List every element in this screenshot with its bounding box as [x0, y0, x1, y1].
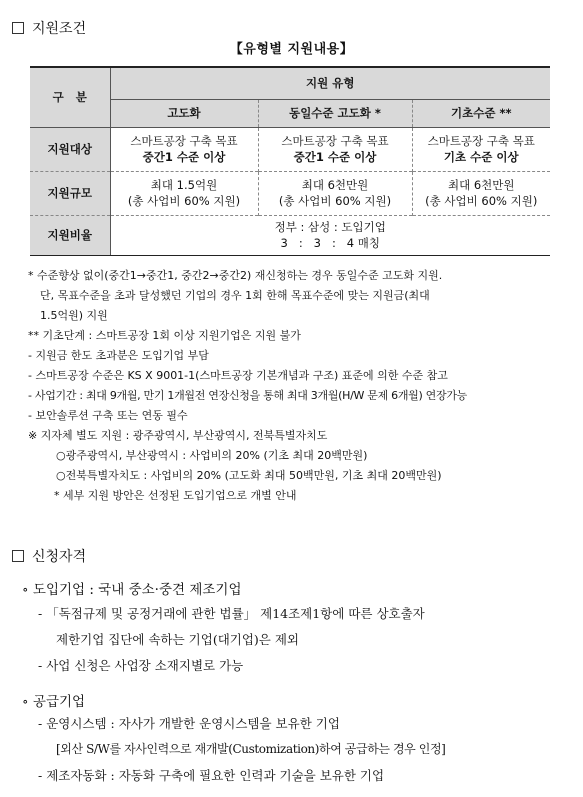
cell-scale-advanced: 최대 1.5억원 (총 사업비 60% 지원): [110, 171, 258, 215]
section-title: 신청자격: [32, 549, 87, 565]
note-line: * 세부 지원 방안은 선정된 도입기업으로 개별 안내: [54, 489, 297, 502]
supplier-item: [외산 S/W를 자사인력으로 재개발(Customization)하여 공급하는 경우 인정]: [56, 742, 446, 756]
note-line: - 보안솔루션 구축 또는 연동 필수: [28, 409, 188, 422]
adopter-item: - 「독점규제 및 공정거래에 관한 법률」 제14조제1항에 따른 상호출자: [38, 606, 425, 621]
supplier-item: - 운영시스템 : 자사가 개발한 운영시스템을 보유한 기업: [38, 716, 340, 731]
note-line: ○광주광역시, 부산광역시 : 사업비의 20% (기초 최대 20백만원): [56, 449, 368, 462]
note-line: 1.5억원) 지원: [40, 309, 108, 322]
note-line: * 수준향상 없이(중간1→중간1, 중간2→중간2) 재신청하는 경우 동일수준 고도화 지원.: [28, 269, 443, 282]
row-label-scale: 지원규모: [30, 171, 110, 215]
cell-target-same-level: 스마트공장 구축 목표 중간1 수준 이상: [258, 127, 412, 171]
header-category: 구 분: [30, 67, 110, 127]
header-support-type: 지원 유형: [110, 67, 550, 99]
note-line: ** 기초단계 : 스마트공장 1회 이상 지원기업은 지원 불가: [28, 329, 301, 342]
header-type-basic: 기초수준 **: [412, 99, 550, 127]
note-line: - 스마트공장 수준은 KS X 9001-1(스마트공장 기본개념과 구조) 표준에 의한 수준 참고: [28, 369, 448, 382]
supplier-item: - 제조자동화 : 자동화 구축에 필요한 인력과 기술을 보유한 기업: [38, 768, 385, 783]
note-line: ○전북특별자치도 : 사업비의 20% (고도화 최대 50백만원, 기초 최대 20백만원): [56, 469, 442, 482]
table-title: 【유형별 지원내용】: [229, 42, 354, 57]
row-label-target: 지원대상: [30, 127, 110, 171]
adopter-item: 제한기업 집단에 속하는 기업(대기업)은 제외: [56, 632, 299, 647]
cell-scale-same-level: 최대 6천만원 (총 사업비 60% 지원): [258, 171, 412, 215]
cell-target-advanced: 스마트공장 구축 목표 중간1 수준 이상: [110, 127, 258, 171]
adopter-heading: ∘ 도입기업 : 국내 중소·중견 제조기업: [22, 582, 242, 598]
header-type-same-level: 동일수준 고도화 *: [258, 99, 412, 127]
cell-ratio: 정부 : 삼성 : 도입기업 3 : 3 : 4 매칭: [110, 215, 550, 255]
note-line: - 사업기간 : 최대 9개월, 만기 1개월전 연장신청을 통해 최대 3개월(H/W 문제 6개월) 연장가능: [28, 389, 467, 402]
note-line: - 지원금 한도 초과분은 도입기업 부담: [28, 349, 209, 362]
cell-scale-basic: 최대 6천만원 (총 사업비 60% 지원): [412, 171, 550, 215]
header-type-advanced: 고도화: [110, 99, 258, 127]
eligibility-block: [20, 0, 570, 797]
section-title: 지원조건: [32, 21, 87, 37]
note-line: ※ 지자체 별도 지원 : 광주광역시, 부산광역시, 전북특별자치도: [28, 429, 328, 442]
supplier-heading: ∘ 공급기업: [22, 694, 86, 710]
adopter-item: - 사업 신청은 사업장 소재지별로 가능: [38, 658, 244, 673]
cell-target-basic: 스마트공장 구축 목표 기초 수준 이상: [412, 127, 550, 171]
note-line: 단, 목표수준을 초과 달성했던 기업의 경우 1회 한해 목표수준에 맞는 지원금(최대: [40, 289, 430, 302]
row-label-ratio: 지원비율: [30, 215, 110, 255]
